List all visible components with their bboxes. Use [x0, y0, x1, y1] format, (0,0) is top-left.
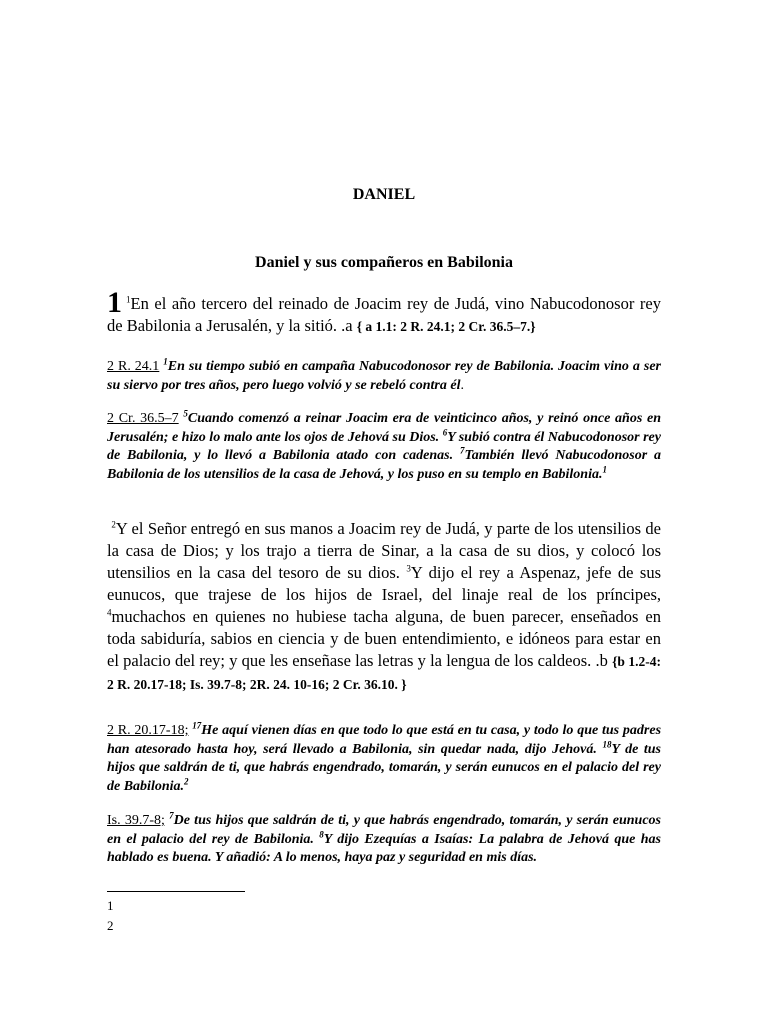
note-is-39-7: [107, 812, 661, 868]
verse-text: muchachos en quienes no hubiese tacha alguna, de buen parecer, enseñados en toda sabiduría, sabios en ciencia y de buen entendimiento, e idóneos para estar en el palacio del rey; y que les enseñase las letras y la lengua de los caldeos. .b: [107, 607, 661, 670]
footnote-1: 1: [107, 898, 114, 913]
reference-link[interactable]: 2 Cr. 36.5–7: [107, 411, 179, 426]
footnote-separator: [107, 891, 245, 892]
reference-link[interactable]: Is. 39.7-8;: [107, 813, 165, 828]
cross-reference: { a 1.1: 2 R. 24.1; 2 Cr. 36.5–7.}: [356, 319, 536, 334]
verse-number: 18: [602, 738, 612, 749]
verse-number: 4: [107, 607, 112, 618]
note-2r-20-17: [107, 722, 661, 796]
verse-number: 6: [442, 426, 448, 437]
cross-reference: {b 1.2-4: 2 R. 20.17-18; Is. 39.7-8; 2R. 24. 10-16; 2 Cr. 36.10. }: [107, 654, 661, 692]
note-text: De tus hijos que saldrán de ti, y que habrás engendrado, tomarán, y serán eunucos en el palacio del rey de Babilonia.: [107, 813, 661, 847]
footnote-marker[interactable]: 2: [184, 775, 189, 786]
verse-text: Y dijo el rey a Aspenaz, jefe de sus eunucos, que trajese de los hijos de Israel, del linaje real de los príncipes,: [107, 563, 662, 604]
verse-number: 3: [406, 563, 411, 574]
section-heading: Daniel y sus compañeros en Babilonia: [255, 254, 513, 271]
verse-number: 1: [163, 356, 168, 367]
verse-number: 1: [126, 294, 131, 305]
verse-number: 5: [183, 408, 188, 419]
verse-number: 7: [169, 810, 174, 821]
note-text: Y dijo Ezequías a Isaías: La palabra de Jehová que has hablado es buena. Y añadió: A lo menos, haya paz y seguridad en mis días.: [107, 831, 661, 865]
verse-number: 8: [319, 828, 324, 839]
verse-text: Y el Señor entregó en sus manos a Joacim rey de Judá, y parte de los utensilios de la casa de Dios; y los trajo a tierra de Sinar, a la casa de su dios, y colocó los utensilios en la casa del tesoro de su dios.: [107, 519, 661, 582]
chapter-number: 1: [107, 286, 122, 319]
note-2r-24-1: [107, 358, 661, 395]
verse-paragraph-2: [107, 518, 661, 696]
note-text: También llevó Nabucodonosor a Babilonia de los utensilios de la casa de Jehová, y los puso en su templo en Babilonia.: [107, 448, 662, 482]
note-text: He aquí vienen días en que todo lo que está en tu casa, y todo lo que tus padres han atesorado hasta hoy, será llevado a Babilonia, sin quedar nada, dijo Jehová.: [107, 723, 662, 757]
verse-paragraph-1: [107, 286, 661, 338]
note-text: Cuando comenzó a reinar Joacim era de veinticinco años, y reinó once años en Jerusalén; e hizo lo malo ante los ojos de Jehová su Dios.: [107, 411, 661, 445]
note-text: Y de tus hijos que saldrán de ti, que habrás engendrado, tomarán, y serán eunucos en el palacio del rey de Babilonia.: [107, 741, 662, 794]
verse-number: 7: [459, 445, 465, 456]
note-end: .: [460, 377, 464, 393]
verse-text: En el año tercero del reinado de Joacim rey de Judá, vino Nabucodonosor rey de Babilonia a Jerusalén, y la sitió. .a: [107, 294, 661, 335]
note-text: En su tiempo subió en campaña Nabucodonosor rey de Babilonia. Joacim vino a ser su siervo por tres años, pero luego volvió y se rebeló contra él: [107, 359, 661, 393]
footnote-2: 2: [107, 918, 114, 933]
verse-number: 2: [111, 519, 116, 530]
footnote-marker[interactable]: 1: [602, 463, 607, 474]
reference-link[interactable]: 2 R. 20.17-18;: [107, 723, 189, 738]
page-title: DANIEL: [352, 186, 416, 203]
note-text: Y subió contra él Nabucodonosor rey de Babilonia, y lo llevó a Babilonia atado con cadenas.: [107, 429, 661, 463]
reference-link[interactable]: 2 R. 24.1: [107, 359, 160, 374]
verse-number: 17: [192, 720, 202, 731]
note-2cr-36-5: [107, 410, 661, 484]
